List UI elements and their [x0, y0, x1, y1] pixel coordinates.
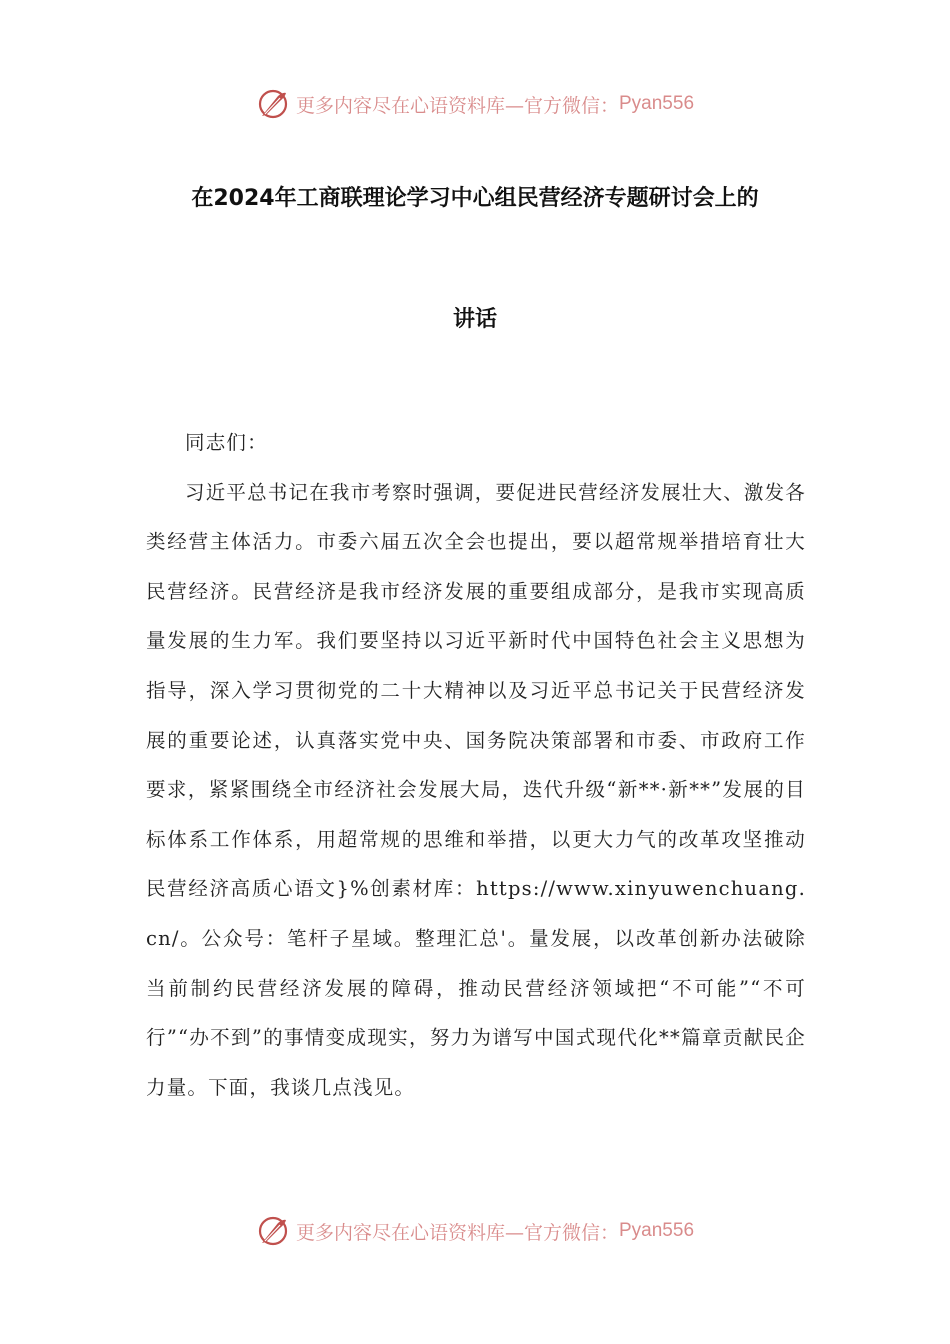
document-title-line2: 讲话 — [452, 307, 497, 332]
document-body — [146, 418, 806, 1112]
quill-logo-icon — [256, 87, 290, 121]
watermark-text: 更多内容尽在心语资料库—官方微信： — [295, 94, 619, 117]
watermark-footer — [0, 1209, 950, 1253]
greeting: 同志们： — [185, 431, 268, 454]
body-paragraph: 习近平总书记在我市考察时强调，要促进民营经济发展壮大、激发各类经营主体活力。市委六届五次全会也提出，要以超常规举措培育壮大民营经济。民营经济是我市经济发展的重要组成部分，是我市实现高质量发展的生力军。我们要坚持以习近平新时代中国特色社会主义思想为指导，深入学习贯彻党的二十大精神以及习近平总书记关于民营经济发展的重要论述，认真落实党中央、国务院决策部署和市委、市政府工作要求，紧紧围绕全市经济社会发展大局，迭代升级“新**·新**”发展的目标体系工作体系，用超常规的思维和举措，以更大力气的改革攻坚推动民营经济高质心语文}%创素材库：https://www.xinyuwenchuang.cn/。公众号：笔杆子星域。整理汇总'。量发展，以改革创新办法破除当前制约民营经济发展的障碍，推动民营经济领域把“不可能”“不可行”“办不到”的事情变成现实，努力为谱写中国式现代化**篇章贡献民企力量。下面，我谈几点浅见。 — [146, 480, 807, 1099]
watermark-wechat-id: Pyan556 — [619, 1220, 695, 1241]
watermark-header — [0, 82, 950, 126]
watermark-text: 更多内容尽在心语资料库—官方微信： — [295, 1221, 619, 1244]
watermark-wechat-id: Pyan556 — [619, 93, 695, 114]
document-title-line1: 在2024年工商联理论学习中心组民营经济专题研讨会上的 — [191, 186, 759, 211]
quill-logo-icon — [256, 1214, 290, 1248]
